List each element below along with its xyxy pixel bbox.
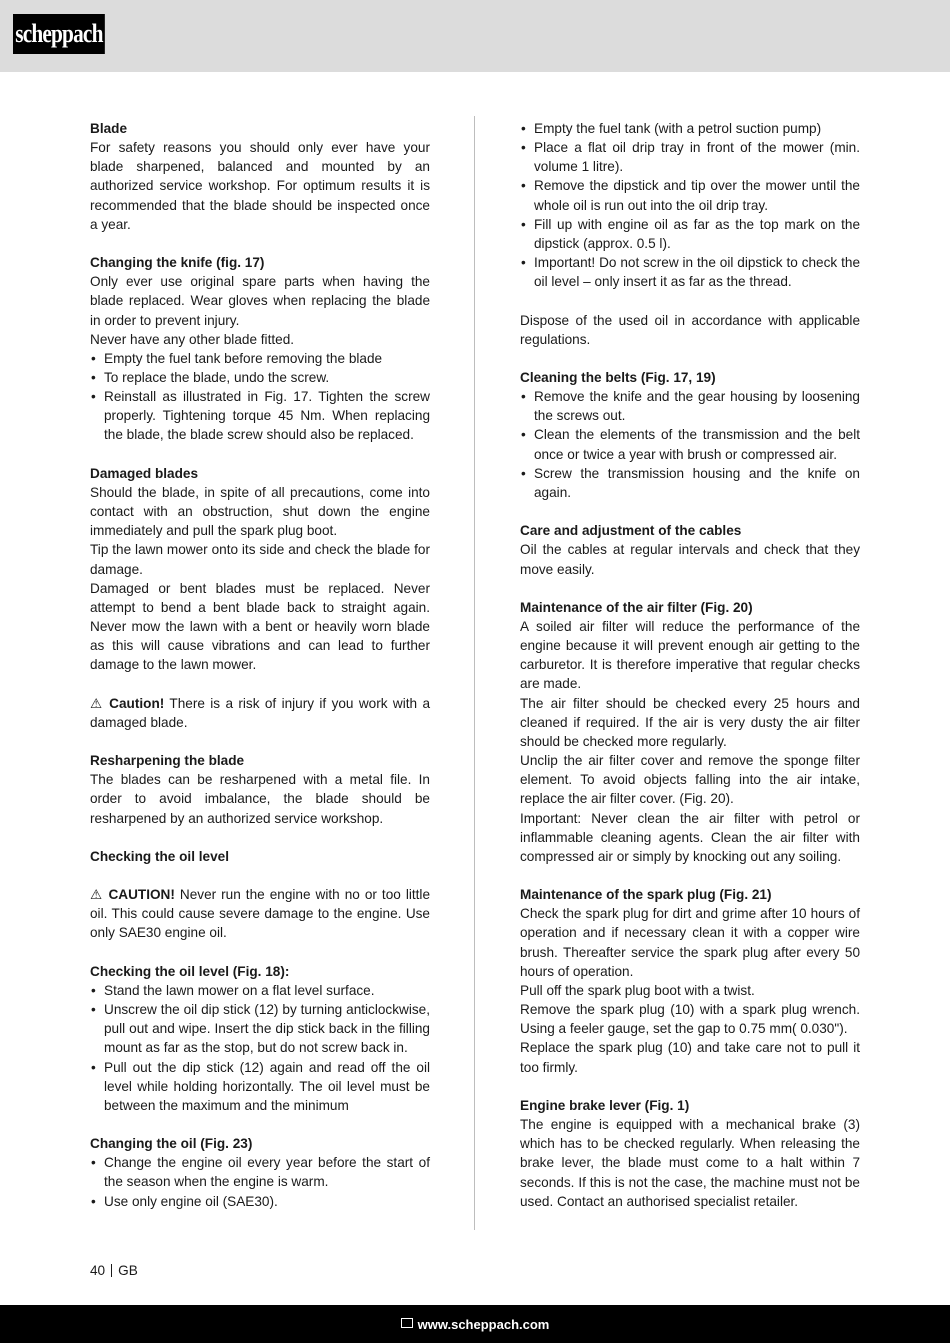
list-item: • Screw the transmission housing and the knife on again. — [520, 464, 860, 502]
list-item: • Empty the fuel tank (with a petrol suction pump) — [520, 119, 860, 138]
caution-note — [90, 694, 430, 732]
caution-text: Never run the engine with no or too little oil. This could cause severe damage to the engine. Use only SAE30 engine oil. — [90, 887, 431, 941]
caution-label: Caution! — [109, 695, 165, 711]
bullet-list — [520, 387, 860, 502]
paragraph: Only ever use original spare parts when having the blade replaced. Wear gloves when replacing the blade in order to prevent injury. — [90, 274, 430, 328]
footer-separator — [111, 1264, 112, 1277]
bullet-list — [520, 119, 860, 291]
paragraph: A soiled air filter will reduce the performance of the engine because it will prevent enough air getting to the carburetor. It is therefore imperative that regular checks are made. — [520, 619, 860, 692]
paragraph: Never have any other blade fitted. — [90, 331, 295, 347]
list-item: • Empty the fuel tank before removing the blade — [90, 349, 430, 368]
list-item: • Important! Do not screw in the oil dipstick to check the oil level – only insert it as far as the thread. — [520, 253, 860, 291]
list-item: • Reinstall as illustrated in Fig. 17. Tighten the screw properly. Tightening torque 45 Nm. When replacing the blade, the blade screw should also be replaced. — [90, 387, 430, 444]
paragraph: Replace the spark plug (10) and take care not to pull it too firmly. — [520, 1040, 860, 1075]
list-item: • Clean the elements of the transmission and the belt once or twice a year with brush or compressed air. — [520, 425, 860, 463]
paragraph: The engine is equipped with a mechanical brake (3) which has to be checked regularly. When releasing the brake lever, the blade must come to a halt within 7 seconds. If this is not the case, the machine must not be used. Contact an authorised specialist retailer. — [520, 1117, 860, 1209]
caution-label: CAUTION! — [108, 887, 175, 903]
paragraph: Dispose of the used oil in accordance with applicable regulations. — [520, 312, 860, 347]
paragraph: The air filter should be checked every 25 hours and cleaned if required. If the air is very dusty the air filter should be checked more regularly. — [520, 695, 860, 749]
list-item: • Remove the knife and the gear housing by loosening the screws out. — [520, 387, 860, 425]
paragraph: Important: Never clean the air filter with petrol or inflammable cleaning agents. Clean the air filter with compressed air or simply by knocking out any soiling. — [520, 810, 860, 864]
section-title-checking-oil-fig: Checking the oil level (Fig. 18): — [90, 963, 290, 979]
section-title-damaged-blades: Damaged blades — [90, 465, 199, 481]
paragraph: Should the blade, in spite of all precautions, come into contact with an obstruction, shut down the engine immediately and pull the spark plug boot. — [90, 484, 430, 539]
paragraph: For safety reasons you should only ever have your blade sharpened, balanced and mounted by an authorized service workshop. For optimum results it is recommended that the blade should be inspected once a year. — [90, 140, 430, 232]
list-item: • Stand the lawn mower on a flat level surface. — [90, 981, 430, 1000]
paragraph: Remove the spark plug (10) with a spark plug wrench. Using a feeler gauge, set the gap to 0.75 mm( 0.030"). — [520, 1002, 860, 1037]
list-item: • Pull out the dip stick (12) again and read off the oil level while holding horizontally. The oil level must be between the maximum and the minimum — [90, 1058, 430, 1115]
list-item: • Remove the dipstick and tip over the mower until the whole oil is run out into the oil drip tray. — [520, 176, 860, 214]
section-title-engine-brake: Engine brake lever (Fig. 1) — [520, 1097, 690, 1113]
paragraph: Tip the lawn mower onto its side and check the blade for damage. — [90, 542, 430, 577]
bullet-list — [90, 349, 430, 445]
warning-triangle-icon: ⚠ — [90, 887, 104, 903]
paragraph: Pull off the spark plug boot with a twist. — [520, 982, 755, 998]
bullet-list — [90, 981, 430, 1115]
section-title-changing-oil: Changing the oil (Fig. 23) — [90, 1136, 253, 1152]
language-code: GB — [118, 1263, 138, 1278]
caution-note — [90, 885, 430, 942]
paragraph: Unclip the air filter cover and remove the sponge filter element. To avoid objects falling into the air intake, replace the air filter cover. (Fig. 20). — [520, 753, 860, 807]
footer-bar — [0, 1305, 950, 1343]
warning-triangle-icon: ⚠ — [90, 695, 104, 711]
section-title-cleaning-belts: Cleaning the belts (Fig. 17, 19) — [520, 370, 716, 385]
page-number: 40 — [90, 1263, 106, 1278]
list-item: • Use only engine oil (SAE30). — [90, 1192, 430, 1211]
list-item: • Place a flat oil drip tray in front of the mower (min. volume 1 litre). — [520, 138, 860, 176]
caution-text: There is a risk of injury if you work with a damaged blade. — [90, 695, 431, 730]
left-column — [90, 119, 430, 1211]
list-item: • Unscrew the oil dip stick (12) by turning anticlockwise, pull out and wipe. Insert the dip stick back in the filling mount as far as the stop, but do not screw back in. — [90, 1000, 430, 1057]
column-divider — [474, 116, 475, 1230]
list-item: • Change the engine oil every year before the start of the season when the engine is warm. — [90, 1153, 430, 1191]
right-column — [520, 119, 860, 1211]
section-title-changing-knife: Changing the knife (fig. 17) — [90, 255, 265, 271]
header-band — [0, 0, 950, 72]
section-title-spark-plug: Maintenance of the spark plug (Fig. 21) — [520, 887, 772, 903]
paragraph: Damaged or bent blades must be replaced. Never attempt to bend a bent blade back to straight again. Never mow the lawn with a bent or heavily worn blade as this will cause vibrations and can lead to further damage to the lawn mower. — [90, 580, 430, 673]
list-item: • Fill up with engine oil as far as the top mark on the dipstick (approx. 0.5 l). — [520, 215, 860, 253]
section-title-checking-oil-level: Checking the oil level — [90, 848, 229, 864]
page-footer — [90, 1263, 138, 1278]
paragraph: The blades can be resharpened with a metal file. In order to avoid imbalance, the blade should be resharpened by an authorized service workshop. — [90, 772, 430, 826]
paragraph: Oil the cables at regular intervals and check that they move easily. — [520, 542, 860, 577]
website-link[interactable]: www.scheppach.com — [417, 1316, 550, 1332]
computer-icon — [401, 1318, 413, 1328]
brand-logo: scheppach — [13, 14, 105, 54]
section-title-air-filter: Maintenance of the air filter (Fig. 20) — [520, 599, 753, 615]
section-title-resharpening: Resharpening the blade — [90, 753, 245, 769]
section-title-cables: Care and adjustment of the cables — [520, 523, 742, 539]
list-item: • To replace the blade, undo the screw. — [90, 368, 430, 387]
section-title-blade: Blade — [90, 121, 128, 136]
paragraph: Check the spark plug for dirt and grime after 10 hours of operation and if necessary clean it with a copper wire brush. Thereafter service the spark plug after every 50 hours of operation. — [520, 906, 860, 979]
bullet-list — [90, 1153, 430, 1210]
